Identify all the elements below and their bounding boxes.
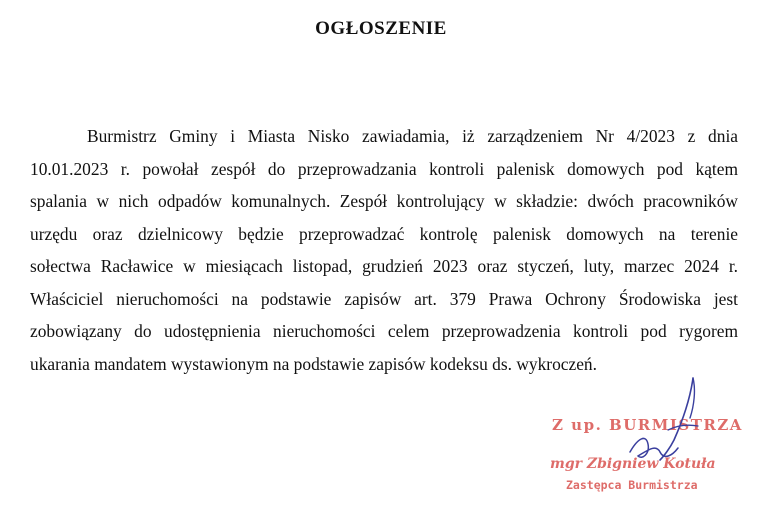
handwritten-signature-icon — [590, 360, 730, 480]
stamp-role-line: Zastępca Burmistrza — [566, 478, 698, 492]
body-line-1: Burmistrz Gminy i Miasta Nisko zawiadamia, iż zarządzeniem Nr 4/2023 z dnia — [87, 126, 738, 146]
body-line-4: urzędu oraz dzielnicowy będzie przeprowadzać kontrolę palenisk domowych na terenie — [30, 223, 738, 244]
body-line-2: 10.01.2023 r. powołał zespół do przeprowadzania kontroli palenisk domowych pod kątem — [30, 158, 738, 179]
body-line-7: zobowiązany do udostępnienia nieruchomości celem przeprowadzenia kontroli pod rygorem — [30, 321, 738, 341]
body-line-6: Właściciel nieruchomości na podstawie zapisów art. 379 Prawa Ochrony Środowiska jest — [30, 288, 738, 309]
stamp-authority-line: Z up. BURMISTRZA — [552, 416, 743, 434]
announcement-body — [30, 120, 738, 380]
body-line-5: sołectwa Racławice w miesiącach listopad, grudzień 2023 oraz styczeń, luty, marzec 2024 r. — [30, 256, 738, 276]
stamp-name-line: mgr Zbigniew Kotuła — [550, 456, 716, 472]
page-title: OGŁOSZENIE — [315, 18, 447, 39]
body-line-3: spalania w nich odpadów komunalnych. Zespół kontrolujący w składzie: dwóch pracowników — [30, 191, 738, 211]
body-line-8: ukarania mandatem wystawionym na podstawie zapisów kodeksu ds. wykroczeń. — [30, 353, 597, 374]
